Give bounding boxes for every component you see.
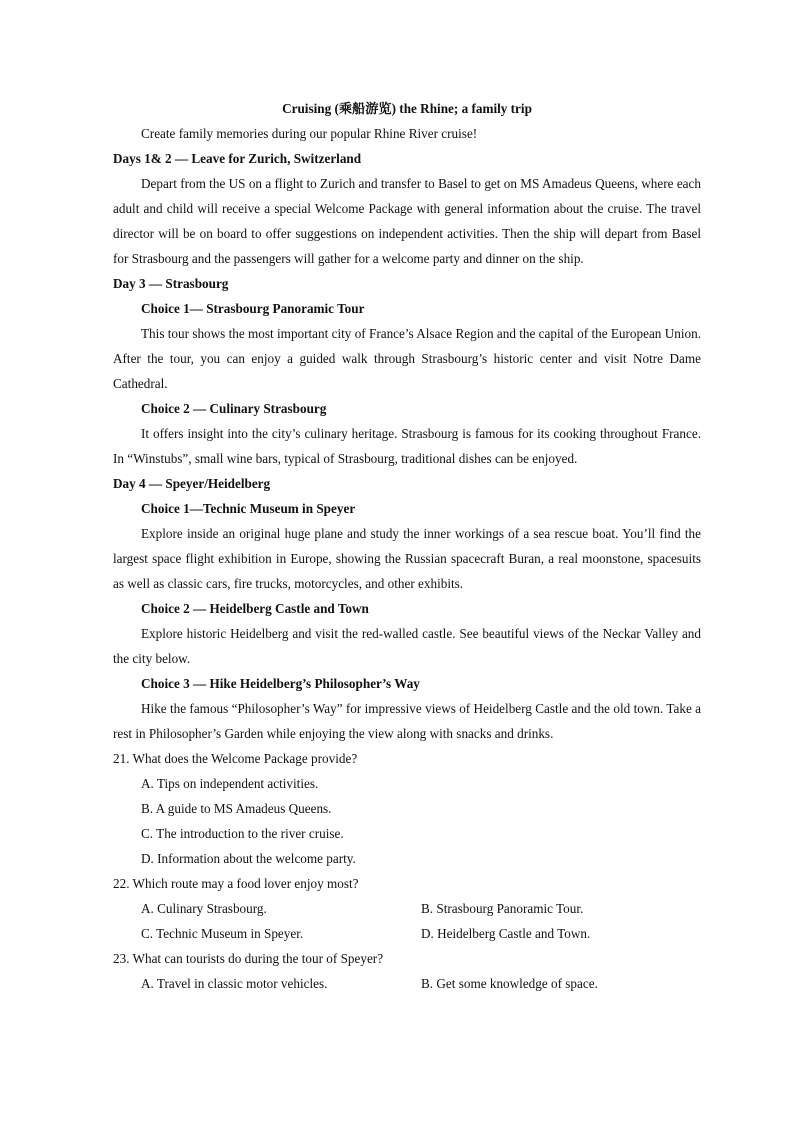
choice-text: Hike the famous “Philosopher’s Way” for impressive views of Heidelberg Castle and the old town. Take a rest in Philosopher’s Garden while enjoying the view along with snacks and drinks.	[113, 701, 701, 741]
answer-option: D. Heidelberg Castle and Town.	[421, 926, 591, 941]
day-text: Depart from the US on a flight to Zurich and transfer to Basel to get on MS Amadeus Queens, where each adult and child will receive a special Welcome Package with general information about the cruise. The travel director will be on board to offer suggestions on independent activities. Then the ship will depart from Basel for Strasbourg and the passengers will gather for a welcome party and dinner on the ship.	[113, 176, 701, 266]
choice-label: Choice 2 — Culinary Strasbourg	[141, 401, 327, 416]
choice-text: Explore historic Heidelberg and visit the red-walled castle. See beautiful views of the Neckar Valley and the city below.	[113, 626, 701, 666]
question-text: 22. Which route may a food lover enjoy most?	[113, 876, 359, 891]
choice-label: Choice 2 — Heidelberg Castle and Town	[141, 601, 369, 616]
choice-label: Choice 1— Strasbourg Panoramic Tour	[141, 301, 365, 316]
answer-option: A. Culinary Strasbourg.	[141, 901, 267, 916]
answer-option: D. Information about the welcome party.	[141, 851, 356, 866]
question-text: 21. What does the Welcome Package provide?	[113, 751, 358, 766]
choice-text: Explore inside an original huge plane and study the inner workings of a sea rescue boat. You’ll find the largest space flight exhibition in Europe, showing the Russian spacecraft Buran, a real moonstone, spacesuits as well as classic cars, fire trucks, motorcycles, and other exhibits.	[113, 526, 701, 591]
answer-option: C. The introduction to the river cruise.	[141, 826, 344, 841]
answer-option: A. Travel in classic motor vehicles.	[141, 976, 328, 991]
choice-label: Choice 1—Technic Museum in Speyer	[141, 501, 356, 516]
choice-text: It offers insight into the city’s culinary heritage. Strasbourg is famous for its cooking throughout France. In “Winstubs”, small wine bars, typical of Strasbourg, traditional dishes can be enjoyed.	[113, 426, 701, 466]
choice-label: Choice 3 — Hike Heidelberg’s Philosopher’s Way	[141, 676, 420, 691]
answer-option: C. Technic Museum in Speyer.	[141, 926, 304, 941]
day-heading: Days 1& 2 — Leave for Zurich, Switzerland	[113, 151, 362, 166]
answer-option: B. Get some knowledge of space.	[421, 976, 598, 991]
day-heading: Day 4 — Speyer/Heidelberg	[113, 476, 271, 491]
document-page	[113, 96, 701, 996]
option-row	[113, 921, 701, 946]
question-text: 23. What can tourists do during the tour of Speyer?	[113, 951, 384, 966]
option-row	[113, 971, 701, 996]
choice-text: This tour shows the most important city of France’s Alsace Region and the capital of the European Union. After the tour, you can enjoy a guided walk through Strasbourg’s historic center and visit Notre Dame Cathedral.	[113, 326, 701, 391]
document-title: Cruising (乘船游览) the Rhine; a family trip	[282, 101, 532, 116]
day-heading: Day 3 — Strasbourg	[113, 276, 229, 291]
answer-option: B. Strasbourg Panoramic Tour.	[421, 901, 584, 916]
intro-text: Create family memories during our popular Rhine River cruise!	[141, 126, 478, 141]
answer-option: A. Tips on independent activities.	[141, 776, 319, 791]
option-row	[113, 896, 701, 921]
answer-option: B. A guide to MS Amadeus Queens.	[141, 801, 332, 816]
